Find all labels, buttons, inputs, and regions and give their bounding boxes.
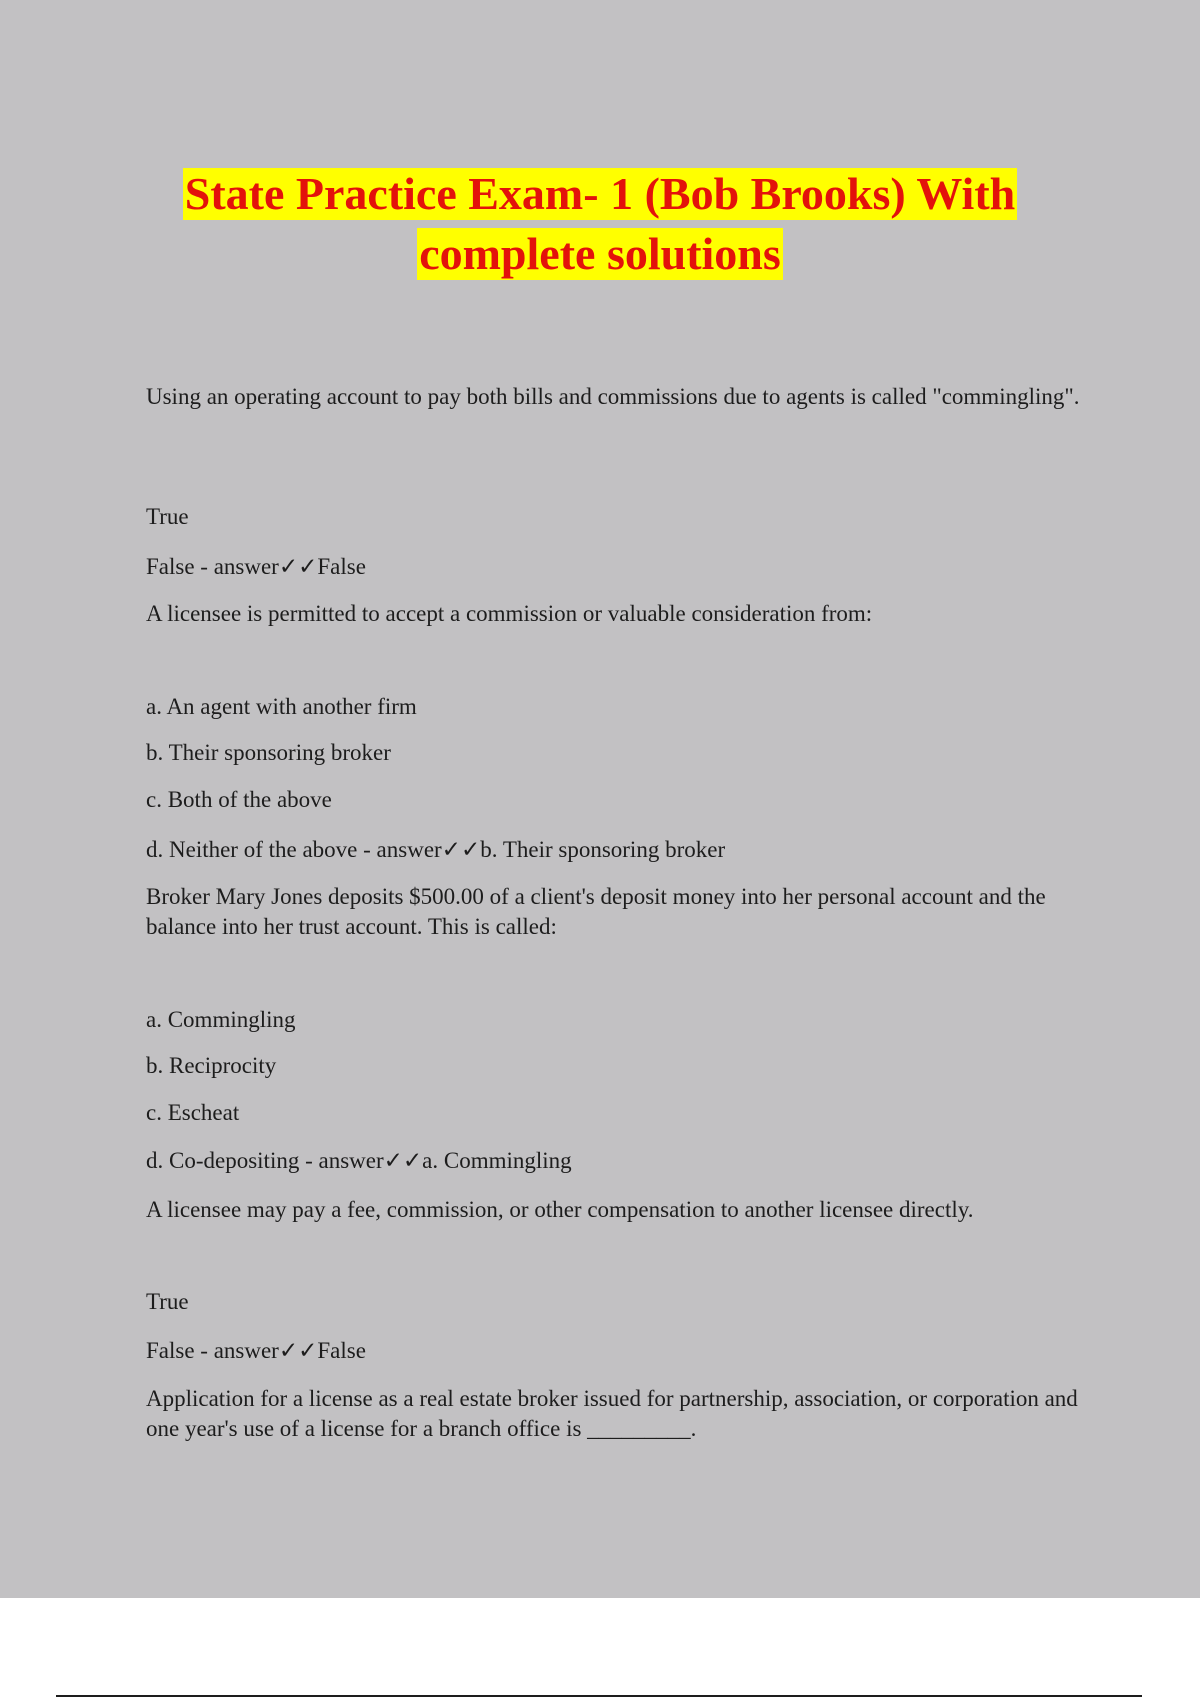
title-line-2: complete solutions <box>419 228 781 279</box>
question-3-option-a: a. Commingling <box>146 1007 296 1032</box>
question-5-text: Application for a license as a real estate broker issued for partnership, association, or corporation and one year's use of a license for a branch office is _________. <box>146 1386 1078 1441</box>
document-title <box>0 168 1200 288</box>
title-line-1: State Practice Exam- 1 (Bob Brooks) With <box>184 168 1016 219</box>
question-1-text: Using an operating account to pay both bills and commissions due to agents is called "commingling". <box>146 384 1080 409</box>
question-2-answer: d. Neither of the above - answer✓✓b. Their sponsoring broker <box>146 837 726 862</box>
question-3-text: Broker Mary Jones deposits $500.00 of a client's deposit money into her personal account and the balance into her trust account. This is called: <box>146 884 1046 939</box>
question-1-option-true: True <box>146 504 189 529</box>
question-4-answer: False - answer✓✓False <box>146 1338 366 1363</box>
footer-divider <box>56 1695 1142 1697</box>
question-4-option-true: True <box>146 1289 189 1314</box>
question-4-text: A licensee may pay a fee, commission, or other compensation to another licensee directly. <box>146 1197 974 1222</box>
question-3-option-c: c. Escheat <box>146 1100 240 1125</box>
question-2-option-a: a. An agent with another firm <box>146 694 417 719</box>
question-3-option-b: b. Reciprocity <box>146 1053 277 1078</box>
question-2-option-b: b. Their sponsoring broker <box>146 740 391 765</box>
question-2-text: A licensee is permitted to accept a commission or valuable consideration from: <box>146 601 873 626</box>
question-3-answer: d. Co-depositing - answer✓✓a. Commingling <box>146 1148 572 1173</box>
question-2-option-c: c. Both of the above <box>146 787 332 812</box>
question-1-answer: False - answer✓✓False <box>146 554 366 579</box>
